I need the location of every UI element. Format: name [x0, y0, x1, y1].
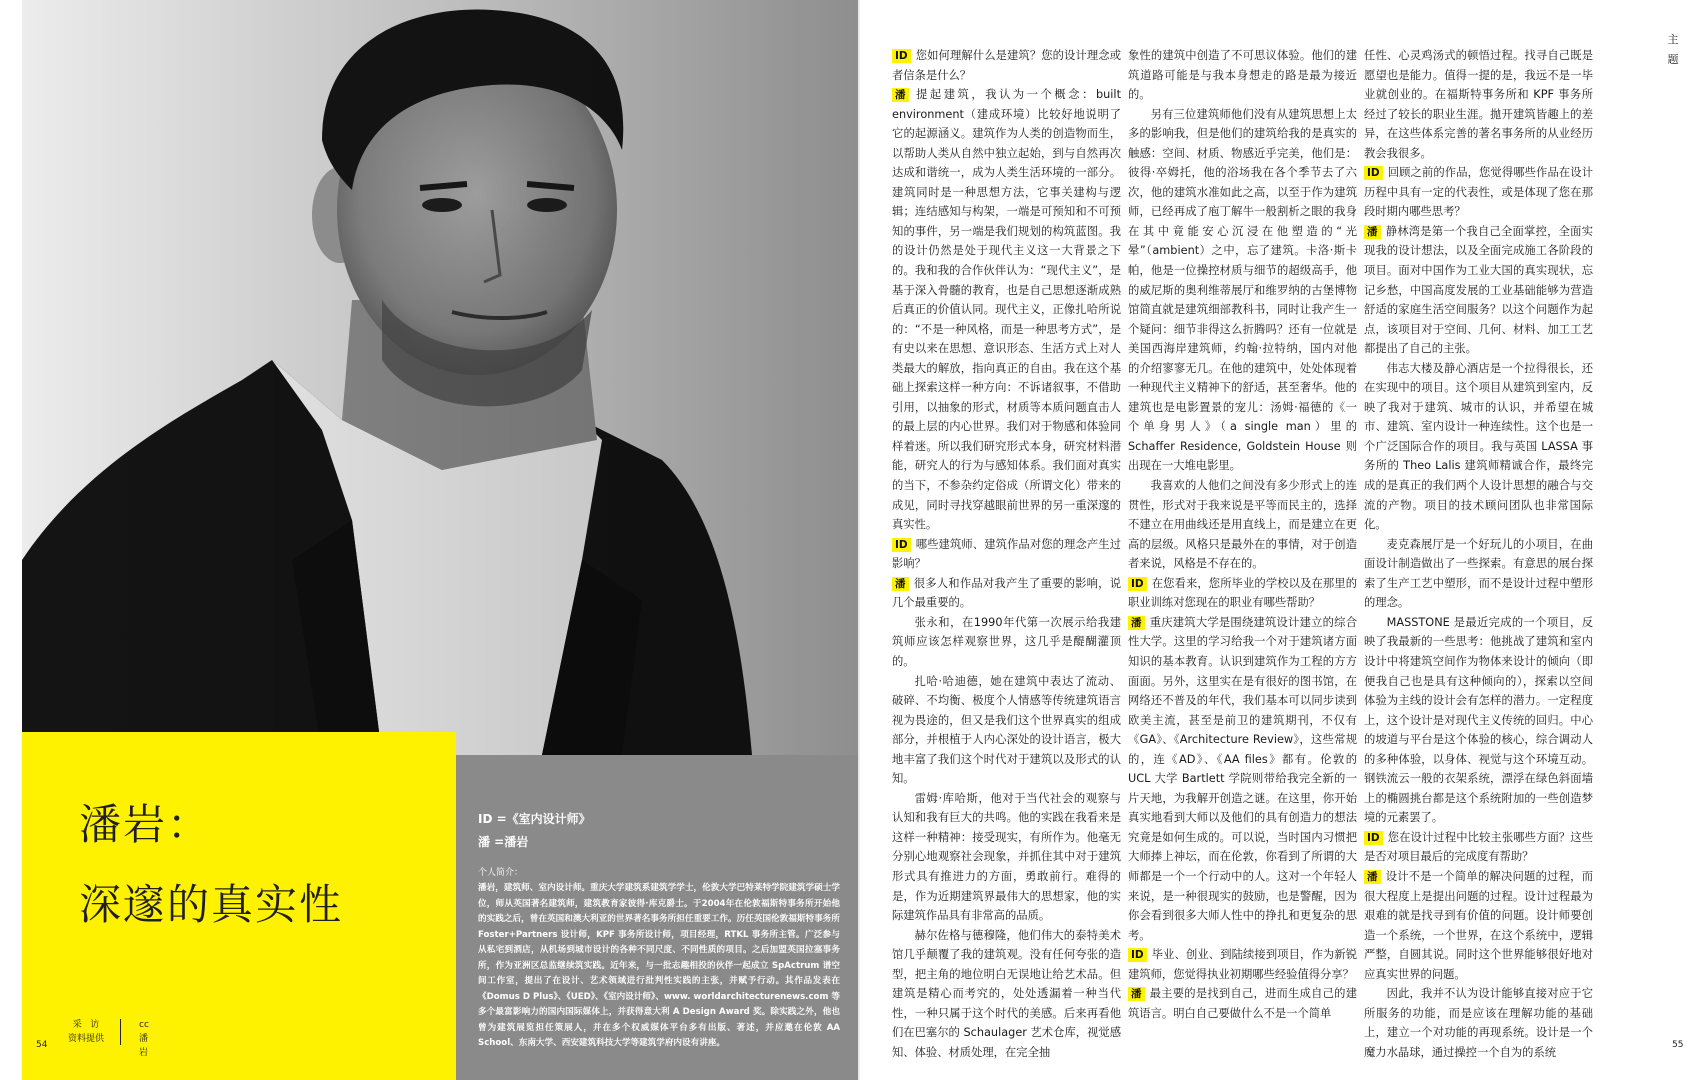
- paragraph-text: 很多人和作品对我产生了重要的影响，说几个最重要的。: [892, 576, 1121, 610]
- paragraph-text: 静林湾是第一个我自己全面掌控，全面实现我的设计想法，以及全面完成施工各阶段的项目。面对中国作为工业大国的真实现状，忘记乡愁，中国高度发展的工业基础能够为营造舒适的家庭生活空间服务？以这个问题作为起点，该项目对于空间、几何、材料、加工工艺都提出了自己的主张。: [1364, 224, 1593, 356]
- interview-question: [1128, 574, 1357, 613]
- speaker-tag-pan: 潘: [1128, 987, 1145, 1001]
- bio-text: 潘岩，建筑师、室内设计师。重庆大学建筑系建筑学学士，伦敦大学巴特莱特学院建筑学硕士学位，师从英国著名建筑师，建筑教育家彼得·库克爵士。于2004年在伦敦福斯特事务所开始他的实践之后，曾在英国和澳大利亚的世界著名事务所担任重要工作。历任英国伦敦福斯特事务所 Foster+Partners 设计师，KPF 事务所设计师，项目经理，RTKL 事务所主管。广泛参与从私宅到酒店，从机场到城市设计的各种不同尺度、不同性质的项目。之后加盟英国拉塞事务所，作为亚洲区总监继续筑实践。近年来，与一批志趣相投的伙伴一起成立 SpActrum 谱空间工作室，提出了在设计、艺术领域进行批判性实践的主张，并赋予行动。其作品发表在《Domus D Plus》、《UED》、《室内设计师》、www. worldarchitecturenews.com 等多个最富影响力的国内国际媒体上，并获得意大利 A Design Award 奖。除实践之外，他也曾为建筑展览担任策展人，并在多个权威媒体平台多有出版、著述，并应邀在伦敦 AA School、东南大学、西安建筑科技大学等建筑学府内设有讲座。: [478, 883, 840, 1048]
- body-paragraph: [892, 613, 1121, 672]
- speaker-tag-pan: 潘: [892, 577, 909, 591]
- credit-value-interview: cc: [139, 1020, 149, 1030]
- paragraph-text: 在您看来，您所毕业的学校以及在那里的职业训练对您现在的职业有哪些帮助？: [1128, 576, 1357, 610]
- paragraph-text: 我喜欢的人他们之间没有多少形式上的连贯性，形式对于我来说是平等而民主的，选择不建立在用曲线还是用直线上，而是建立在更高的层级。风格只是最外在的事情，对于创造者来说，风格是不存在的。: [1128, 479, 1357, 571]
- paragraph-text: 张永和，在1990年代第一次展示给我建筑师应该怎样观察世界，这几乎是醍醐灌顶的。: [892, 615, 1121, 668]
- paragraph-text: 伟志大楼及静心酒店是一个拉得很长，还在实现中的项目。这个项目从建筑到室内，反映了我对于建筑、城市的认识，并希望在城市、建筑、室内设计一种连续性。这个也是一个广泛国际合作的项目。我与英国 LASSA 事务所的 Theo Lalis 建筑师精诚合作，最终完成的是真正的我们两个人设计思想的融合与交流的产物。项目的技术顾问团队也非常国际化。: [1364, 361, 1593, 532]
- credit-value-info: 潘岩: [139, 1034, 149, 1058]
- interview-answer: [892, 574, 1121, 613]
- bio-heading: 个人简介：: [478, 868, 524, 878]
- paragraph-text: 象性的建筑中创造了不可思议体验。他们的建筑道路可能是与我本身想走的路是最为接近的。: [1128, 49, 1357, 102]
- paragraph-text: 您在设计过程中比较主张哪些方面？这些是否对项目最后的完成度有帮助？: [1364, 830, 1593, 864]
- speaker-tag-id: ID: [1128, 577, 1147, 591]
- paragraph-text: 哪些建筑师、建筑作品对您的理念产生过影响？: [892, 537, 1121, 571]
- paragraph-text: 回顾之前的作品，您觉得哪些作品在设计历程中具有一定的代表性，或是体现了您在那段时期内哪些思考？: [1364, 166, 1593, 219]
- interview-question: [1364, 828, 1593, 867]
- id-line-magazine: ID =《室内设计师》: [478, 812, 591, 826]
- paragraph-text: 最主要的是找到自己，进而生成自己的建筑语言。明白自己要做什么不是一个简单: [1128, 987, 1357, 1020]
- credit-label-interview: [66, 1018, 106, 1032]
- paragraph-text: 毕业、创业、到陆续接到项目，作为新锐建筑师，您觉得执业初期哪些经验值得分享？: [1128, 948, 1357, 981]
- paragraph-text: 麦克森展厅是一个好玩儿的小项目，在曲面设计制造做出了一些探索。有意思的展台探索了生产工艺中塑形，而不是设计过程中塑形的理念。: [1364, 537, 1593, 610]
- body-paragraph: [1364, 535, 1593, 613]
- portrait-illustration: [22, 0, 860, 755]
- body-paragraph: [892, 672, 1121, 789]
- speaker-tag-id: ID: [1128, 948, 1147, 962]
- speaker-tag-pan: 潘: [892, 88, 909, 102]
- paragraph-text: 雷姆·库哈斯，他对于当代社会的观察与认知和我有巨大的共鸣。他的实践在我看来是这样一种精神：接受现实，有所作为。他毫无分别心地观察社会现象，并抓住其中对于建筑形式具有推进力的方面，勇敢前行。难得的是，作为近期建筑界最伟大的思想家，他的实际建筑作品具有非常高的品质。: [892, 791, 1121, 923]
- interview-question: [1128, 945, 1357, 984]
- interview-answer: [892, 85, 1121, 535]
- speaker-tag-pan: 潘: [1364, 225, 1381, 239]
- section-tag-char: 题: [1667, 53, 1679, 66]
- credit-label-char: 采: [72, 1020, 82, 1030]
- paragraph-text: 另有三位建筑师他们没有从建筑思想上太多的影响我，但是他们的建筑给我的是真实的触感：空间、材质、物感近乎完美，他们是：彼得·卒姆托，他的浴场我在各个季节去了六次，他的建筑水准如此之高，以至于作为建筑师，已经再成了庖丁解牛一般割析之眼的我身在其中竟能安心沉浸在他塑造的“光晕”（ambient）之中，忘了建筑。卡洛·斯卡帕，他是一位操控材质与细节的超级高手，他的威尼斯的奥利维蒂展厅和维罗纳的古堡博物馆简直就是建筑细部教科书，同时让我产生一个疑问：细节非得这么折腾吗？还有一位就是美国西海岸建筑师，约翰·拉特纳，国内对他的介绍寥寥无几。在他的建筑中，处处体现着一种现代主义精神下的舒适，甚至奢华。他的建筑也是电影置景的宠儿：汤姆·福德的《一个单身男人》（a single man）里的 Schaffer Residence, Goldstein House 则出现在一大堆电影里。: [1128, 107, 1357, 473]
- credits-divider: [120, 1019, 121, 1045]
- body-paragraph: [892, 789, 1121, 926]
- body-paragraph: [1128, 46, 1357, 105]
- credit-label-char: 访: [90, 1020, 100, 1030]
- speaker-tag-id: ID: [892, 538, 911, 552]
- text-column-2: [1128, 46, 1357, 1023]
- article-title-line1: 潘岩：: [79, 800, 212, 849]
- body-paragraph: [1364, 613, 1593, 828]
- interview-question: [892, 535, 1121, 574]
- paragraph-text: 因此，我并不认为设计能够直接对应于它所服务的功能，而是应该在理解功能的基础上，建立一个对功能的再现系统。设计是一个魔力水晶球，通过操控一个自为的系统: [1364, 987, 1593, 1059]
- speaker-tag-id: ID: [892, 49, 911, 63]
- id-line-designer: 潘 =潘岩: [478, 835, 529, 849]
- right-page: [860, 0, 1700, 1080]
- body-paragraph: [1364, 984, 1593, 1062]
- section-tag-right: [1666, 30, 1680, 70]
- interview-answer: [1364, 867, 1593, 984]
- body-paragraph: [892, 926, 1121, 1063]
- paragraph-text: 重庆建筑大学是围绕建筑设计建立的综合性大学。这里的学习给我一个对于建筑诸方面知识的基本教育。认识到建筑作为工程的方方面面。另外，这里实在是有很好的图书馆，在网络还不普及的年代，我们基本可以同步读到欧美主流，甚至是前卫的建筑期刊，不仅有《GA》、《Architecture Review》，这些常规的，连《AD》、《AA files》都有。伦敦的 UCL 大学 Bartlett 学院则带给我完全新的一片天地，为我解开创造之谜。在这里，你开始真实地看到大师以及他们的具有创造力的想法究竟是如何生成的。可以说，当时国内习惯把大师捧上神坛，而在伦敦，你看到了所谓的大师都是一个一个行动中的人。这对一个年轻人来说，是一种很现实的鼓励，也是警醒，因为你会看到很多大师人性中的挣扎和更复杂的思考。: [1128, 615, 1357, 942]
- paragraph-text: MASSTONE 是最近完成的一个项目，反映了我最新的一些思考：他挑战了建筑和室内设计中将建筑空间作为物体来设计的倾向（即便我自己也是具有这种倾向的），探索以空间体验为主线的设计会有怎样的潜力。一定程度上，这个设计是对现代主义传统的回归。中心的坡道与平台是这个体验的核心，综合调动人的多种体验，以身体、视觉与这个环境互动。钢铁流云一般的衣架系统，漂浮在绿色斜面墙上的椭圆挑台都是这个系统附加的一些创造梦境的元素罢了。: [1364, 615, 1593, 825]
- interview-answer: [1128, 984, 1357, 1023]
- portrait-photo: [22, 0, 860, 755]
- interview-question: [1364, 163, 1593, 222]
- section-tag-char: 主: [1667, 33, 1679, 46]
- body-paragraph: [1128, 105, 1357, 476]
- paragraph-text: 您如何理解什么是建筑？您的设计理念或者信条是什么？: [892, 49, 1121, 82]
- page-number-right: 55: [1672, 1040, 1684, 1050]
- text-column-1: [892, 46, 1121, 1062]
- paragraph-text: 赫尔佐格与德穆隆，他们伟大的泰特美术馆几乎颠覆了我的建筑观。没有任何夸张的造型，把主角的地位明白无误地让给艺术品。但建筑是精心而考究的，处处透漏着一种当代性，一种只属于这个时代的美感。后来再看他们在巴塞尔的 Schaulager 艺术仓库，视觉感知、体验、材质处理，在完全抽: [892, 928, 1121, 1059]
- paragraph-text: 设计不是一个简单的解决问题的过程，而很大程度上是提出问题的过程。设计过程最为艰难的就是找寻到有价值的问题。设计师要创造一个系统，一个世界，在这个系统中，逻辑严整，自圆其说。同时这个世界能够很好地对应真实世界的问题。: [1364, 869, 1593, 981]
- speaker-tag-id: ID: [1364, 831, 1383, 845]
- article-title-line2: 深邃的真实性: [79, 880, 344, 929]
- credit-label-info: 资料提供: [67, 1034, 104, 1044]
- interview-answer: [1128, 613, 1357, 945]
- bio-panel: [456, 755, 860, 1080]
- body-paragraph: [1364, 46, 1593, 163]
- speaker-tag-pan: 潘: [1128, 616, 1145, 630]
- speaker-tag-pan: 潘: [1364, 870, 1381, 884]
- interview-question: [892, 46, 1121, 85]
- page-number-left: 54: [36, 1040, 48, 1050]
- body-paragraph: [1364, 359, 1593, 535]
- body-paragraph: [1128, 476, 1357, 574]
- speaker-tag-id: ID: [1364, 166, 1383, 180]
- interview-answer: [1364, 222, 1593, 359]
- text-column-3: [1364, 46, 1593, 1062]
- paragraph-text: 任性、心灵鸡汤式的顿悟过程。找寻自己既是愿望也是能力。值得一提的是，我远不是一毕业就创业的。在福斯特事务所和 KPF 事务所经过了较长的职业生涯。拋开建筑皆趣上的差异，在这些体系完善的著名事务所的从业经历教会我很多。: [1364, 49, 1593, 160]
- paragraph-text: 扎哈·哈迪德，她在建筑中表达了流动、破碎、不均衡、极度个人情感等传统建筑语言视为畏途的，但又是我们这个世界真实的组成部分，并根植于人内心深处的设计语言，极大地丰富了我们这个时代对于建筑以及形式的认知。: [892, 674, 1121, 786]
- paragraph-text: 提起建筑，我认为一个概念：built environment（建成环境）比较好地说明了它的起源涵义。建筑作为人类的创造物而生，以帮助人类从自然中独立起始，到与自然再次达成和谐统一，成为人类生活环境的一部分。建筑同时是一种思想方法，它事关建构与逻辑；连结感知与构架，一端是可预知和不可预知的事件，另一端是我们规划的构筑蓝图。我的设计仍然是处于现代主义这一大背景之下的。我和我的合作伙伴认为：“现代主义”，是基于深入骨髓的教育，也是自己思想逐渐成熟后真正的价值认同。现代主义，正像扎哈所说的：“不是一种风格，而是一种思考方式”，是有史以来在思想、意识形态、生活方式上对人类最大的解放，指向真正的自由。我在这个基础上探索这样一种方向：不诉诸叙事，不借助引用，以抽象的形式，材质等本质问题直击人的最上层的内心世界。我们对于物感和体验同样着迷。所以我们研究形式本身，研究材料潜能，研究人的行为与感知体系。我们面对真实的当下，不参杂约定俗成（所谓文化）带来的成见，同时寻找穿越眼前世界的另一重深邃的真实性。: [892, 88, 1121, 532]
